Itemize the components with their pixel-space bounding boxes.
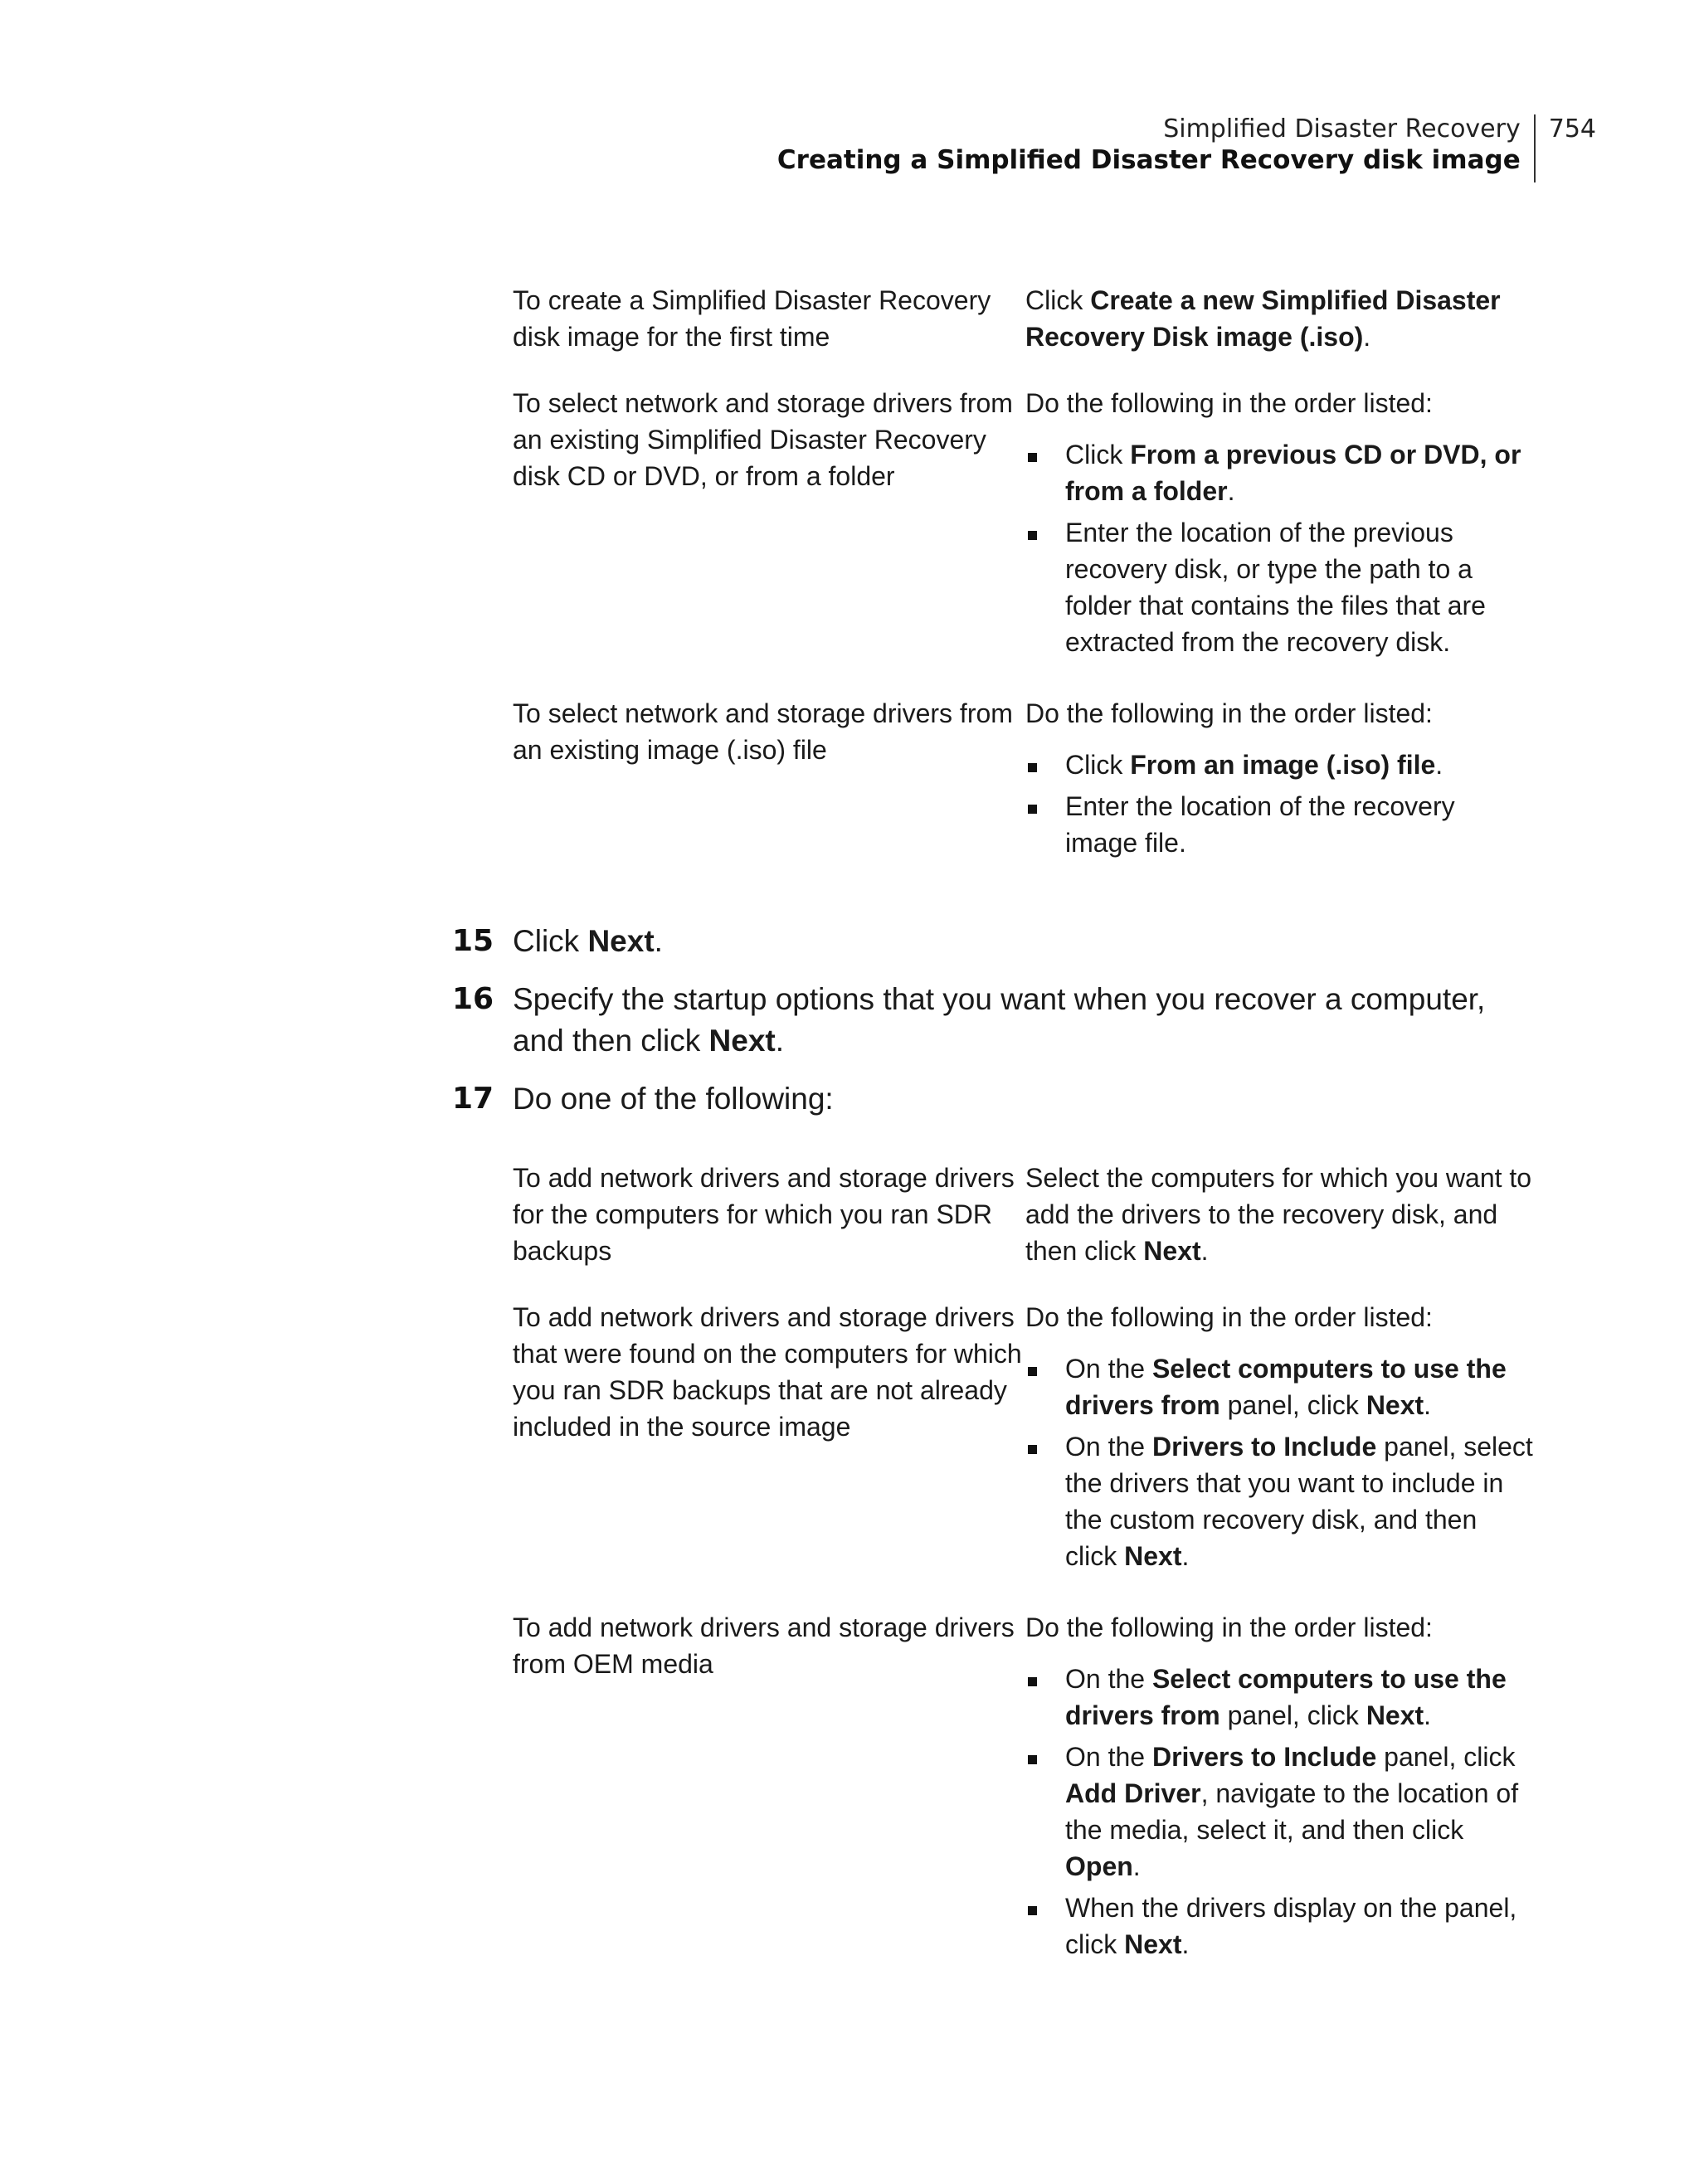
- ui-option-label: Next: [1366, 1700, 1424, 1730]
- square-bullet-icon: [1028, 1755, 1037, 1764]
- ui-option-label: Create a new Simplified Disaster Recovery Disk image (.iso): [1025, 285, 1501, 352]
- text-run: .: [1424, 1700, 1432, 1730]
- ui-option-label: Add Driver: [1065, 1778, 1201, 1808]
- text-run: .: [775, 1024, 785, 1058]
- table-row: [513, 1299, 1550, 1579]
- ui-option-label: Next: [1124, 1541, 1182, 1571]
- ui-option-label: Next: [1366, 1390, 1424, 1420]
- ui-option-label: Next: [1143, 1236, 1201, 1266]
- text-run: panel, click: [1219, 1390, 1366, 1420]
- ui-option-label: Select computers to use the drivers from: [1065, 1664, 1507, 1730]
- list-item: [1025, 436, 1533, 509]
- table-cell-condition: To add network drivers and storage drivers for the computers for which you ran SDR backups: [513, 1163, 1015, 1266]
- list-item: [1025, 788, 1533, 861]
- bullet-list: [1025, 436, 1533, 660]
- text-run: On the: [1065, 1432, 1152, 1462]
- list-item: [1025, 1739, 1533, 1885]
- step-number: 17: [452, 1082, 494, 1116]
- list-item: [1025, 1350, 1533, 1423]
- text-run: .: [1227, 476, 1235, 506]
- ui-option-label: Next: [587, 924, 655, 958]
- text-run: Click: [1065, 750, 1131, 780]
- table-cell-condition: To add network drivers and storage drivers that were found on the computers for which you ran SDR backups that are not already included in the source image: [513, 1302, 1022, 1442]
- table-cell-condition: To select network and storage drivers from an existing image (.iso) file: [513, 698, 1013, 765]
- step-text: Do one of the following:: [513, 1082, 834, 1116]
- ui-option-label: Drivers to Include: [1151, 1432, 1377, 1462]
- bullet-list: [1025, 747, 1533, 861]
- step-text: [513, 921, 1489, 962]
- text-run: .: [1181, 1541, 1190, 1571]
- square-bullet-icon: [1028, 531, 1037, 540]
- text-run: On the: [1065, 1354, 1152, 1384]
- table-cell-condition: To create a Simplified Disaster Recovery disk image for the first time: [513, 285, 991, 352]
- text-run: On the: [1065, 1664, 1152, 1694]
- text-run: panel, select the drivers that you want to include in the custom recovery disk, and then click: [1065, 1432, 1533, 1571]
- table-row: [513, 695, 1550, 866]
- table-cell-condition: To select network and storage drivers from an existing Simplified Disaster Recovery disk CD or DVD, or from a folder: [513, 388, 1013, 491]
- text-run: When the drivers display on the panel, click: [1065, 1893, 1517, 1959]
- section-title: Creating a Simplified Disaster Recovery disk image: [776, 145, 1521, 175]
- text-run: panel, click: [1219, 1700, 1366, 1730]
- text-run: .: [1132, 1851, 1141, 1881]
- step-number: 16: [452, 982, 494, 1016]
- action-text: [1025, 282, 1533, 355]
- action-intro: Do the following in the order listed:: [1025, 1612, 1433, 1642]
- text-run: .: [1435, 750, 1443, 780]
- table-cell-action: [1025, 1160, 1533, 1269]
- list-item: [1025, 514, 1533, 660]
- text-run: .: [1181, 1929, 1190, 1959]
- text-run: Select the computers for which you want to add the drivers to the recovery disk, and then click: [1025, 1163, 1532, 1266]
- text-run: On the: [1065, 1742, 1152, 1772]
- table-row: [513, 1160, 1550, 1269]
- table-row: [513, 282, 1550, 355]
- options-table-2: [513, 1160, 1550, 1997]
- chapter-title: Simplified Disaster Recovery: [1163, 114, 1521, 143]
- ui-option-label: Drivers to Include: [1151, 1742, 1377, 1772]
- square-bullet-icon: [1028, 1367, 1037, 1376]
- ui-option-label: Select computers to use the drivers from: [1065, 1354, 1507, 1420]
- text-run: Click: [513, 924, 588, 958]
- table-cell-action: [1025, 1609, 1533, 1968]
- table-row: [513, 385, 1550, 665]
- text-run: Specify the startup options that you want when you recover a computer, and then click: [513, 982, 1486, 1058]
- action-text: [1025, 1160, 1533, 1269]
- running-header: [777, 114, 1596, 182]
- square-bullet-icon: [1028, 453, 1037, 462]
- table-row: [513, 1609, 1550, 1968]
- text-run: .: [1424, 1390, 1432, 1420]
- list-item: [1025, 747, 1533, 783]
- step-17: [452, 1078, 1489, 1120]
- action-intro: Do the following in the order listed:: [1025, 698, 1433, 728]
- step-text: [513, 979, 1489, 1062]
- bullet-list: [1025, 1661, 1533, 1963]
- bullet-list: [1025, 1350, 1533, 1574]
- list-item: [1025, 1890, 1533, 1963]
- text-run: , navigate to the location of the media, select it, and then click: [1065, 1778, 1519, 1845]
- table-cell-action: [1025, 282, 1533, 355]
- ui-option-label: From a previous CD or DVD, or from a folder: [1065, 440, 1521, 506]
- text-run: .: [1200, 1236, 1209, 1266]
- table-cell-action: [1025, 695, 1533, 866]
- header-titles: [777, 114, 1534, 176]
- list-item: [1025, 1661, 1533, 1734]
- list-item: [1025, 1428, 1533, 1574]
- text-run: Click: [1065, 440, 1131, 469]
- page-number: 754: [1548, 114, 1596, 143]
- ui-option-label: Next: [1124, 1929, 1182, 1959]
- text-run: Click: [1025, 285, 1091, 315]
- text-run: Enter the location of the previous recovery disk, or type the path to a folder that contains the files that are extracted from the recovery disk.: [1065, 518, 1486, 657]
- table-cell-action: [1025, 1299, 1533, 1579]
- table-cell-condition: To add network drivers and storage drivers from OEM media: [513, 1612, 1015, 1679]
- square-bullet-icon: [1028, 1445, 1037, 1454]
- procedure-steps: [452, 921, 1489, 1136]
- table-cell-action: [1025, 385, 1533, 665]
- square-bullet-icon: [1028, 1906, 1037, 1915]
- square-bullet-icon: [1028, 763, 1037, 772]
- step-16: [452, 979, 1489, 1062]
- text-run: .: [654, 924, 663, 958]
- ui-option-label: Next: [708, 1024, 776, 1058]
- options-table-1: [513, 282, 1550, 896]
- text-run: .: [1363, 322, 1371, 352]
- action-intro: Do the following in the order listed:: [1025, 388, 1433, 418]
- ui-option-label: From an image (.iso) file: [1130, 750, 1436, 780]
- square-bullet-icon: [1028, 1677, 1037, 1686]
- text-run: panel, click: [1376, 1742, 1516, 1772]
- step-number: 15: [452, 924, 494, 958]
- action-intro: Do the following in the order listed:: [1025, 1302, 1433, 1332]
- step-15: [452, 921, 1489, 962]
- ui-option-label: Open: [1065, 1851, 1133, 1881]
- square-bullet-icon: [1028, 805, 1037, 814]
- text-run: Enter the location of the recovery image file.: [1065, 791, 1455, 858]
